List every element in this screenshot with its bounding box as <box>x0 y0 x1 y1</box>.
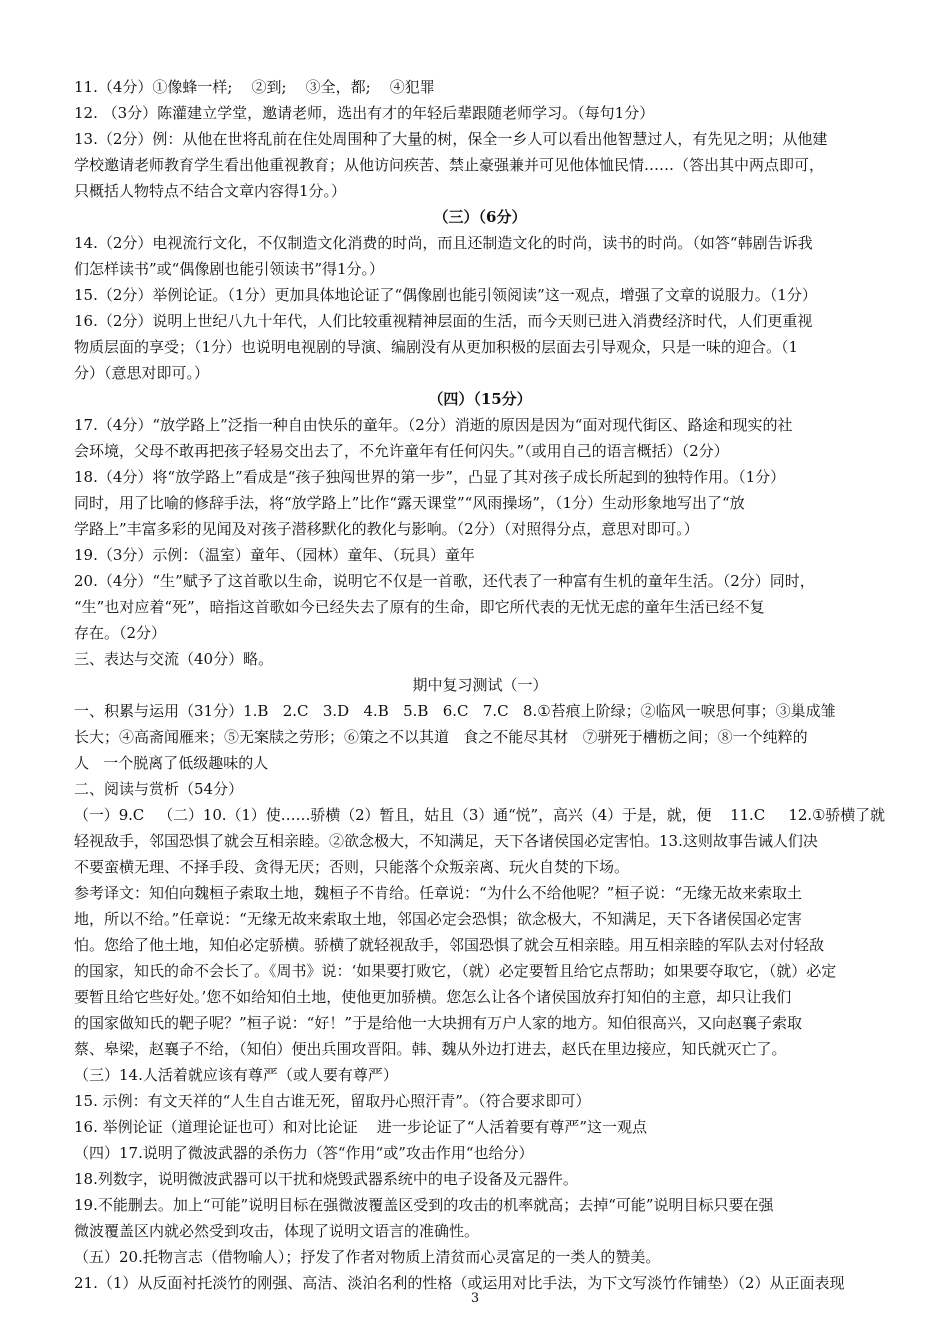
text-line: 微波覆盖区内就必然受到攻击，体现了说明文语言的准确性。 <box>74 1222 480 1240</box>
text-line: “生”也对应着“死”，暗指这首歌如今已经失去了原有的生命，即它所代表的无忧无虑的童年生活已经不复 <box>74 598 765 616</box>
text-line: 21.（1）从反面衬托淡竹的刚强、高洁、淡泊名利的性格（或运用对比手法，为下文写淡竹作铺垫）（2）从正面表现 <box>74 1274 845 1292</box>
text-line: 19.（3分）示例：（温室）童年、（园林）童年、（玩具）童年 <box>74 546 475 564</box>
text-line: 轻视敌手，邻国恐惧了就会互相亲睦。②欲念极大，不知满足，天下各诸侯国必定害怕。13.这则故事告诫人们决 <box>74 832 818 850</box>
text-line: 只概括人物特点不结合文章内容得1分。） <box>74 182 347 200</box>
text-line: 地，所以不给。”任章说：“无缘无故来索取土地，邻国必定会恐惧；欲念极大，不知满足，天下各诸侯国必定害 <box>74 910 802 928</box>
text-line: （四）17.说明了微波武器的杀伤力（答“作用“或”攻击作用“也给分） <box>74 1144 534 1162</box>
text-line: （五）20.托物言志（借物喻人）；抒发了作者对物质上清贫而心灵富足的一类人的赞美。 <box>74 1248 661 1266</box>
text-line: 11.（4分）①像蜂一样; ②到; ③全，都; ④犯罪 <box>74 78 435 96</box>
text-line: 16.（2分）说明上世纪八九十年代，人们比较重视精神层面的生活，而今天则已进入消费经济时代，人们更重视 <box>74 312 813 330</box>
text-line: 15.（2分）举例论证。（1分）更加具体地论证了“偶像剧也能引领阅读”这一观点，增强了文章的说服力。（1分） <box>74 286 817 304</box>
text-line: 一、积累与运用（31分）1.B 2.C 3.D 4.B 5.B 6.C 7.C 8.①苔痕上阶绿；②临风一唳思何事；③巢成雏 <box>74 702 836 720</box>
text-line: 会环境，父母不敢再把孩子轻易交出去了，不允许童年有任何闪失。”（或用自己的语言概括）（2分） <box>74 442 729 460</box>
answer-text <box>74 74 886 1296</box>
text-line: 的国家做知氏的靶子呢？”桓子说：“好！”于是给他一大块拥有万户人家的地方。知伯很高兴，又向赵襄子索取 <box>74 1014 803 1032</box>
text-line: 18.列数字，说明微波武器可以干扰和烧毁武器系统中的电子设备及元器件。 <box>74 1170 578 1188</box>
text-line: 存在。（2分） <box>74 624 167 642</box>
text-line: 14.（2分）电视流行文化，不仅制造文化消费的时尚，而且还制造文化的时尚，读书的时尚。（如答“韩剧告诉我 <box>74 234 813 252</box>
text-line: 人 一个脱离了低级趣味的人 <box>74 754 269 772</box>
text-line: 学校邀请老师教育学生看出他重视教育；从他访问疾苦、禁止豪强兼并可见他体恤民情……（答出其中两点即可， <box>74 156 825 174</box>
text-line: 三、表达与交流（40分）略。 <box>74 650 274 668</box>
text-line: 要暂且给它些好处。’您不如给知伯土地，使他更加骄横。您怎么让各个诸侯国放弃打知伯的主意，却只让我们 <box>74 988 792 1006</box>
text-line: 们怎样读书”或“偶像剧也能引领读书”得1分。） <box>74 260 385 278</box>
text-line: 物质层面的享受；（1分）也说明电视剧的导演、编剧没有从更加积极的层面去引导观众，只是一味的迎合。（1 <box>74 338 799 356</box>
text-line: （三）14.人活着就应该有尊严（或人要有尊严） <box>74 1066 398 1084</box>
text-line: 蔡、皋梁，赵襄子不给，（知伯）便出兵围攻晋阳。韩、魏从外边打进去，赵氏在里边接应，知氏就灭亡了。 <box>74 1040 787 1058</box>
text-line: 13.（2分）例：从他在世将乱前在住处周围种了大量的树，保全一乡人可以看出他智慧过人，有先见之明；从他建 <box>74 130 828 148</box>
text-line: 18.（4分）将“放学路上”看成是“孩子独闯世界的第一步”，凸显了其对孩子成长所起到的独特作用。（1分） <box>74 468 786 486</box>
text-line: 16. 举例论证（道理论证也可）和对比论证 进一步论证了“人活着要有尊严”这一观点 <box>74 1118 648 1136</box>
text-line: 17.（4分）“放学路上”泛指一种自由快乐的童年。（2分）消逝的原因是因为“面对现代街区、路途和现实的社 <box>74 416 793 434</box>
text-line: 参考译文：知伯向魏桓子索取土地，魏桓子不肯给。任章说：“为什么不给他呢？”桓子说：“无缘无故来索取土 <box>74 884 803 902</box>
text-line: 学路上”丰富多彩的见闻及对孩子潜移默化的教化与影响。（2分）（对照得分点，意思对即可。） <box>74 520 699 538</box>
test-title: 期中复习测试（一） <box>412 676 548 694</box>
page-number: 3 <box>470 1291 480 1306</box>
text-line: 19.不能删去。加上“可能”说明目标在强微波覆盖区受到的攻击的机率就高；去掉“可能”说明目标只要在强 <box>74 1196 774 1214</box>
text-line: 12. （3分）陈灌建立学堂，邀请老师，选出有才的年轻后辈跟随老师学习。（每句1分） <box>74 104 655 122</box>
text-line: 长大；④高斋闻雁来；⑤无案牍之劳形；⑥策之不以其道 食之不能尽其材 ⑦骈死于槽枥之间；⑧一个纯粹的 <box>74 728 808 746</box>
text-line: 同时，用了比喻的修辞手法，将“放学路上”比作“露天课堂”“风雨操场”，（1分）生动形象地写出了“放 <box>74 494 745 512</box>
text-line: 二、阅读与赏析（54分） <box>74 780 244 798</box>
text-line: 的国家，知氏的命不会长了。《周书》说：‘如果要打败它，（就）必定要暂且给它点帮助；如果要夺取它，（就）必定 <box>74 962 837 980</box>
text-line: （一）9.C （二）10.（1）使……骄横（2）暂且，姑且（3）通“悦”，高兴（4）于是，就，便 11.C 12.①骄横了就 <box>74 806 885 824</box>
text-line: 分）（意思对即可。） <box>74 364 210 382</box>
text-line: 15. 示例：有文天祥的“人生自古谁无死，留取丹心照汗青”。（符合要求即可） <box>74 1092 591 1110</box>
section-heading: （三）（6分） <box>433 208 527 226</box>
text-line: 怕。您给了他土地，知伯必定骄横。骄横了就轻视敌手，邻国恐惧了就会互相亲睦。用互相亲睦的军队去对付轻敌 <box>74 936 825 954</box>
text-line: 20.（4分）“生”赋予了这首歌以生命，说明它不仅是一首歌，还代表了一种富有生机的童年生活。（2分）同时， <box>74 572 815 590</box>
text-line: 不要蛮横无理、不择手段、贪得无厌；否则，只能落个众叛亲离、玩火自焚的下场。 <box>74 858 630 876</box>
section-heading: （四）（15分） <box>428 390 532 408</box>
